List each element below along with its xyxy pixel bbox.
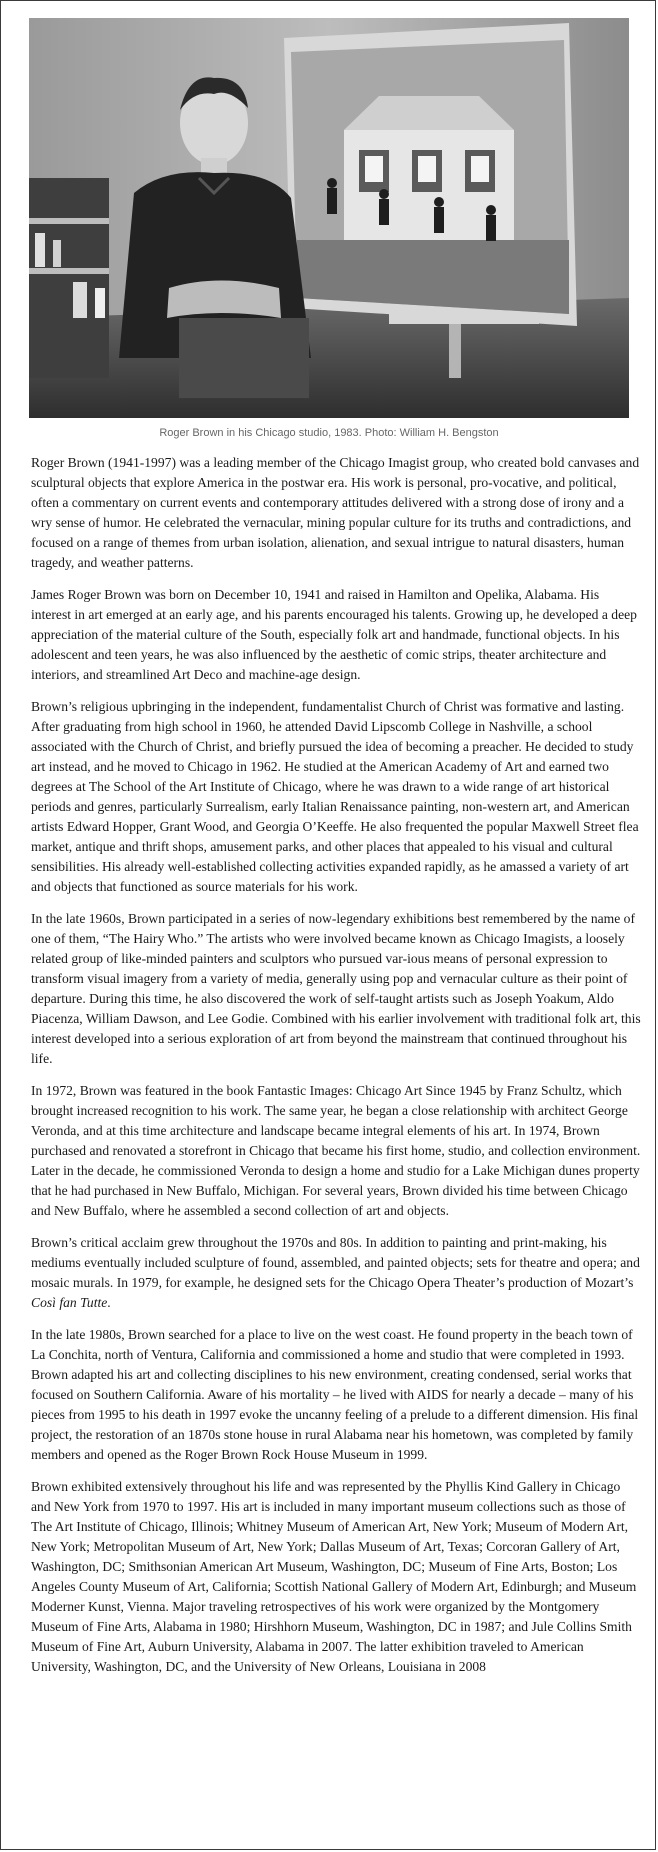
article-body <box>31 453 641 1689</box>
paragraph-west-coast: In the late 1980s, Brown searched for a place to live on the west coast. He found property in the beach town of La Conchita, north of Ventura, California and commissioned a home and studio that were completed in 1993. Brown adapted his art and collecting disciplines to his new environment, creating condensed, serial works that focused on Southern California. Aware of his mortality – he lived with AIDS for nearly a decade – many of his pieces from 1995 to his death in 1997 evoke the uncanny feeling of a prelude to a different dimension. His final project, the restoration of an 1870s stone house in rural Alabama near his hometown, was completed by family members and opened as the Roger Brown Rock House Museum in 1999. <box>31 1327 639 1462</box>
paragraph-1970s: In 1972, Brown was featured in the book Fantastic Images: Chicago Art Since 1945 by Franz Schultz, which brought increased recognition to his work. The same year, he began a close relationship with architect George Veronda, and at this time architecture and landscape became integral elements of his art. In 1974, Brown purchased and renovated a storefront in Chicago that became his first home, studio, and collection environment. Later in the decade, he commissioned Veronda to design a home and studio for a Lake Michigan dunes property that he had purchased in New Buffalo, Michigan. For several years, Brown divided his time between Chicago and New Buffalo, where he assembled a second collection of art and objects. <box>31 1083 641 1218</box>
photo-illustration <box>29 18 629 418</box>
paragraph-exhibitions: Brown exhibited extensively throughout his life and was represented by the Phyllis Kind Gallery in Chicago and New York from 1970 to 1997. His art is included in many important museum collections such as those of The Art Institute of Chicago, Illinois; Whitney Museum of American Art, New York; Museum of Modern Art, New York; Metropolitan Museum of Art, New York; Dallas Museum of Art, Texas; Corcoran Gallery of Art, Washington, DC; Smithsonian American Art Museum, Washington, DC; Museum of Fine Arts, Boston; Los Angeles County Museum of Art, California; Scottish National Gallery of Modern Art, Edinburgh; and Museum Moderner Kunst, Vienna. Major traveling retrospectives of his work were organized by the Montgomery Museum of Fine Arts, Alabama in 1980; Hirshhorn Museum, Washington, DC in 1987; and Jule Collins Smith Museum of Fine Art, Auburn University, Alabama in 2007. The latter exhibition traveled to American University, Washington, DC, and the University of New Orleans, Louisiana in 2008 <box>31 1479 637 1674</box>
acclaim-text: Brown’s critical acclaim grew throughout the 1970s and 80s. In addition to painting and print-making, his mediums eventually included sculpture of found, assembled, and painted objects; sets for theatre and opera; and mosaic murals. In 1979, for example, he designed sets for the Chicago Opera Theater’s production of Mozart’s <box>31 1235 640 1290</box>
paragraph-intro: Roger Brown (1941-1997) was a leading member of the Chicago Imagist group, who created bold canvases and sculptural objects that explore America in the postwar era. His work is personal, pro-vocative, and political, often a commentary on current events and contemporary attitudes delivered with a strong dose of irony and a wry sense of humor. He celebrated the vernacular, mining popular culture for its truths and contradictions, and focused on a range of themes from urban isolation, alienation, and sexual intrigue to natural disasters, human tragedy, and weather patterns. <box>31 455 640 570</box>
paragraph-education: Brown’s religious upbringing in the independent, fundamentalist Church of Christ was formative and lasting. After graduating from high school in 1960, he attended David Lipscomb College in Nashville, a school associated with the Church of Christ, and briefly pursued the idea of becoming a preacher. He decided to study art instead, and he moved to Chicago in 1962. He studied at the American Academy of Art and earned two degrees at The School of the Art Institute of Chicago, where he was drawn to a wide range of art historical periods and genres, particularly Surrealism, early Italian Renaissance painting, non-western art, and American artists Edward Hopper, Grant Wood, and Georgia O’Keeffe. He also frequented the popular Maxwell Street flea market, antique and thrift shops, amusement parks, and other places that appealed to his visual and cultural sensibilities. His already well-established collecting activities expanded rapidly, as he amassed a variety of art and objects that functioned as source materials for his work. <box>31 699 639 894</box>
opera-title: Così fan Tutte <box>31 1295 108 1310</box>
paragraph-acclaim <box>31 1233 641 1313</box>
photo-caption: Roger Brown in his Chicago studio, 1983. Photo: William H. Bengston <box>159 427 499 439</box>
paragraph-hairy-who: In the late 1960s, Brown participated in a series of now-legendary exhibitions best remembered by the name of one of them, “The Hairy Who.” The artists who were involved became known as Chicago Imagists, a loosely related group of like-minded painters and sculptors who pursued var-ious means of personal expression to transform visual imagery from a variety of media, generally using pop and vernacular culture as their point of departure. During this time, he also discovered the work of self-taught artists such as Joseph Yoakum, Aldo Piacenza, William Dawson, and Lee Godie. Combined with his earlier involvement with traditional folk art, this interest developed into a serious exploration of art from beyond the mainstream that continued throughout his life. <box>31 911 641 1066</box>
acclaim-end: . <box>107 1295 111 1310</box>
artist-studio-photo <box>29 18 629 418</box>
paragraph-early-life: James Roger Brown was born on December 10, 1941 and raised in Hamilton and Opelika, Alabama. His interest in art emerged at an early age, and his parents encouraged his talents. Growing up, he developed a deep appreciation of the material culture of the South, especially folk art and handmade, functional objects. In his adolescent and teen years, he was also influenced by the aesthetic of comic strips, theater architecture and interiors, and streamlined Art Deco and machine-age design. <box>31 587 637 682</box>
